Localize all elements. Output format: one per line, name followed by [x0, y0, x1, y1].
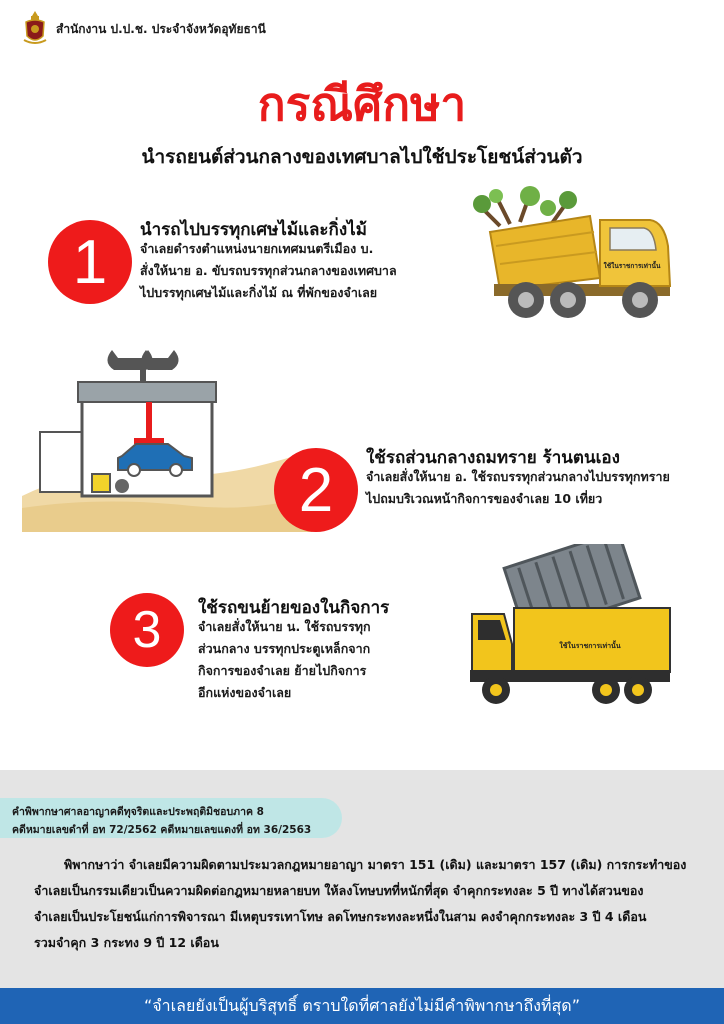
case-3-line: ส่วนกลาง บรรทุกประตูเหล็กจาก [198, 641, 371, 656]
case-1-number-badge: 1 [48, 220, 132, 304]
presumption-of-innocence-quote: “จำเลยยังเป็นผู้บริสุทธิ์ ตราบใดที่ศาลยังไม่มีคำพิพากษาถึงที่สุด” [144, 996, 580, 1015]
case-3-heading: ใช้รถขนย้ายของในกิจการ [198, 598, 390, 618]
verdict-text [34, 852, 704, 956]
verdict-line: รวมจำคุก 3 กระทง 9 ปี 12 เดือน [34, 935, 219, 950]
car-workshop-on-sand-icon [22, 346, 312, 532]
case-1-line: ไปบรรทุกเศษไม้และกิ่งไม้ ณ ที่พักของจำเลย [140, 285, 378, 300]
page-title: กรณีศึกษา [257, 77, 467, 131]
dump-truck-with-steel-gate-icon [466, 544, 676, 710]
case-3-line: จำเลยสั่งให้นาย น. ใช้รถบรรทุก [198, 619, 371, 634]
case-1-line: สั่งให้นาย อ. ขับรถบรรทุกส่วนกลางของเทศบาล [140, 263, 397, 278]
court-name: คำพิพากษาศาลอาญาคดีทุจริตและประพฤติมิชอบภาค 8 [12, 806, 264, 818]
truck-1-label: ใช้ในราชการเท่านั้น [603, 262, 661, 270]
case-1-description [140, 238, 397, 304]
case-3-number-badge: 3 [110, 593, 184, 667]
case-3-line: อีกแห่งของจำเลย [198, 685, 292, 700]
ppc-emblem-icon [22, 10, 48, 46]
dump-truck-with-branches-icon [460, 186, 680, 326]
case-2-line: จำเลยสั่งให้นาย อ. ใช้รถบรรทุกส่วนกลางไปบรรทุกทราย [366, 469, 670, 484]
verdict-line: จำเลยเป็นประโยชน์แก่การพิจารณา มีเหตุบรรเทาโทษ ลดโทษกระทงละหนึ่งในสาม คงจำคุกกระทงละ 3 ปี 4 เดือน [34, 909, 647, 924]
case-2-line: ไปถมบริเวณหน้ากิจการของจำเลย 10 เที่ยว [366, 491, 603, 506]
case-1-line: จำเลยดำรงตำแหน่งนายกเทศมนตรีเมือง บ. [140, 241, 374, 256]
case-3-line: กิจการของจำเลย ย้ายไปกิจการ [198, 663, 367, 678]
truck-3-label: ใช้ในราชการเท่านั้น [559, 642, 621, 650]
verdict-line: พิพากษาว่า จำเลยมีความผิดตามประมวลกฎหมายอาญา มาตรา 151 (เดิม) และมาตรา 157 (เดิม) การกระทำของ [64, 857, 687, 872]
verdict-line: จำเลยเป็นกรรมเดียวเป็นความผิดต่อกฎหมายหลายบท ให้ลงโทษบทที่หนักที่สุด จำคุกกระทงละ 5 ปี ทางได้สวนของ [34, 883, 644, 898]
case-2-number-badge: 2 [274, 448, 358, 532]
case-3-description [198, 616, 371, 704]
case-2-heading: ใช้รถส่วนกลางถมทราย ร้านตนเอง [366, 448, 620, 468]
case-1-heading: นำรถไปบรรทุกเศษไม้และกิ่งไม้ [140, 220, 367, 240]
organization-name: สำนักงาน ป.ป.ช. ประจำจังหวัดอุทัยธานี [56, 22, 266, 36]
case-numbers: คดีหมายเลขดำที่ อท 72/2562 คดีหมายเลขแดงที่ อท 36/2563 [12, 824, 312, 836]
page-subtitle: นำรถยนต์ส่วนกลางของเทศบาลไปใช้ประโยชน์ส่วนตัว [141, 146, 583, 168]
case-2-description [366, 466, 670, 510]
